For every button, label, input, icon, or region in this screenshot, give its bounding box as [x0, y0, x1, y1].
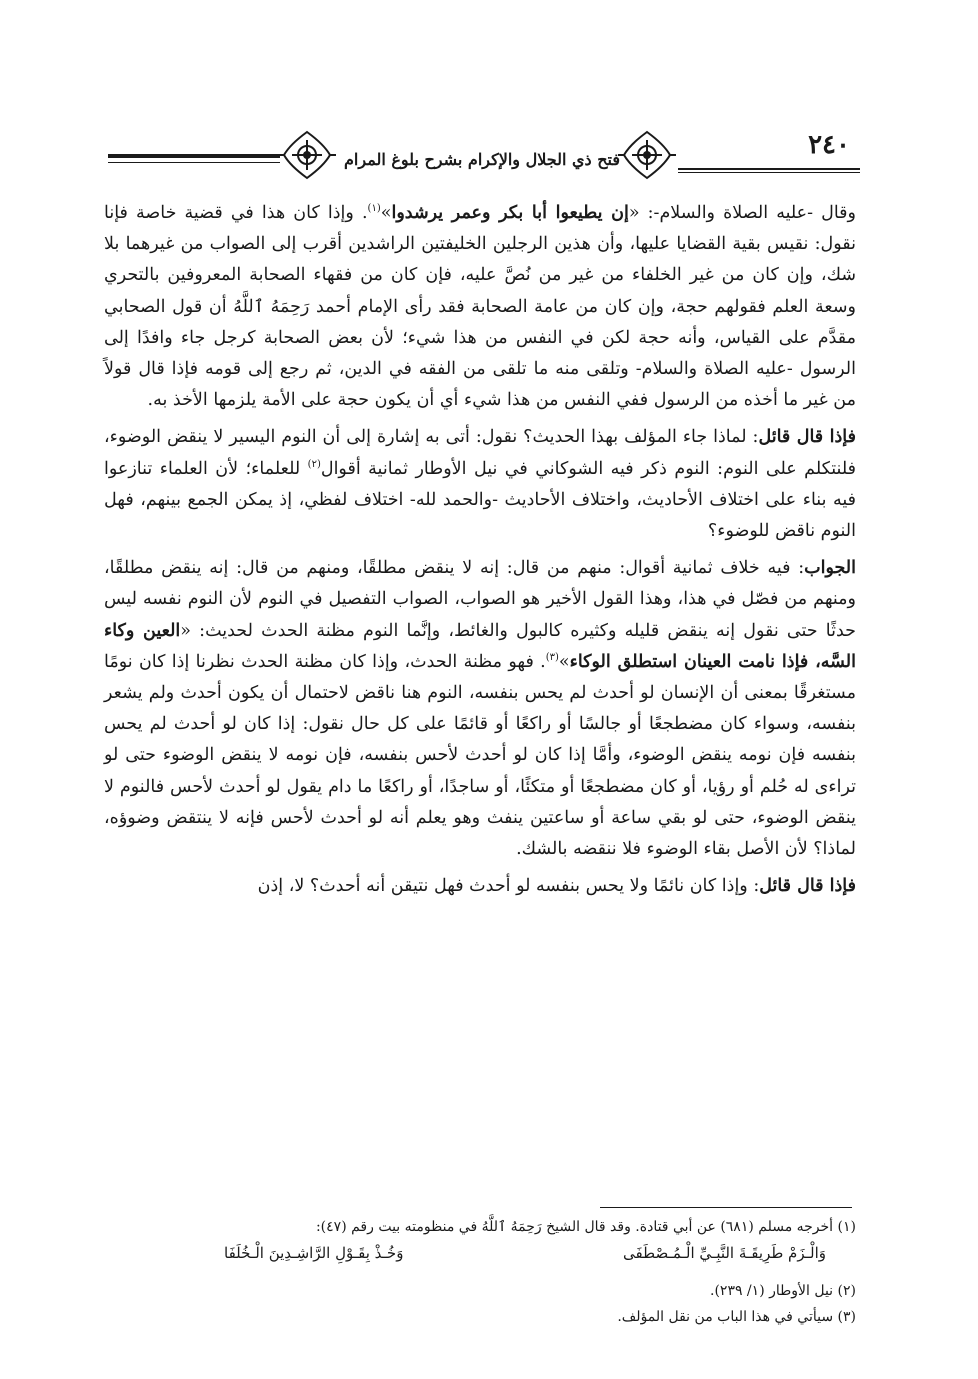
running-header [100, 120, 860, 190]
text-segment: : وإذا كان نائمًا ولا يحس بنفسه لو أحدث فهل نتيقن أنه أحدث؟ لا، إذن [257, 876, 760, 897]
footnote-ref: (١) [367, 203, 381, 215]
verse-first-hemistich: وَالْـزَمْ طَرِيقَـةَ النَّبِـيِّ الْـمُـصْطَفَى [623, 1244, 826, 1262]
book-title: فتح ذي الجلال والإكرام بشرح بلوغ المرام [344, 150, 620, 169]
floral-ornament-icon [618, 126, 676, 184]
text-segment: . فهو مظنة الحدث، وإذا كان مظنة الحدث نظرنا إذا كان نومًا مستغرقًا بمعنى أن الإنسان لو أحدث لم يحس بنفسه، النوم هنا ناقض لاحتمال أن يكون أحدث ولم يشعر بنفسه، وسواء كان مضطجعًا أو جالسًا أو راكعًا أو قائمًا على كل حال نقول: إذا كان لو أحدث لم يحس بنفسه فإن نومه ينقض الوضوء، وأمَّا إذا كان لو أحدث لأحس بنفسه، فإن نومه لا ينقض الوضوء حتى لو تراءى له حُلم أو رؤيا، أو كان مضطجعًا أو متكئًا، أو ساجدًا، أو راكعًا ما دام يقول لو أحدث لأحس فالنوم لا ينقض الوضوء، حتى لو بقي ساعة أو ساعتين ينفث وهو يعلم أنه لو أحدث لأحس فإنه لا ينتقض وضوؤه، لماذا؟ لأن الأصل بقاء الوضوء فلا ننقضه بالشك. [104, 651, 856, 860]
footnote-1: (١) أخرجه مسلم (٦٨١) عن أبي قتادة. وقد قال الشيخ رَحِمَهُ ٱللَّهُ في منظومته بيت رقم (٤٧): [315, 1219, 856, 1235]
header-rule-right-thin [678, 172, 860, 173]
footnote-ref: (٣) [545, 652, 559, 664]
page-number: ٢٤٠ [808, 130, 850, 160]
verse-second-hemistich: وَخُـذْ بِقَـوْلِ الرَّاشِـدِينَ الْـخُلَفَا [224, 1244, 404, 1262]
paragraph [104, 198, 856, 416]
text-segment: : فيه خلاف ثمانية أقوال: منهم من قال: إنه لا ينقض مطلقًا، ومنهم من قال: إنه ينقض مطلقًا، ومنهم من فصّل في هذا، وهذا القول الأخير هو الصواب، الصواب التفصيل في النوم لأن النوم نفسه ليس حدثًا حتى نقول إنه ينقض قليله وكثيره كالبول والغائط، وإنَّما النوم مظنة الحدث لحديث: « [104, 558, 856, 641]
header-rule-right [678, 168, 860, 170]
text-segment: : لماذا جاء المؤلف بهذا الحديث؟ نقول: أتى به إشارة إلى أن النوم اليسير لا ينقض الوضوء، فلنتكلم على النوم: النوم ذكر فيه الشوكاني في نيل الأوطار ثمانية أقوال [104, 427, 856, 479]
header-rule-left-thin [108, 162, 280, 163]
text-segment: . وإذا كان هذا في قضية خاصة فإنا نقول: نقيس بقية القضايا عليها، وأن هذين الرجلين الخليفتين الراشدين أقرب إلى الصواب من غيرهما بلا شك، وإن كان من غير الخلفاء من غير من نُصَّ عليه، فإن كان من فقهاء الصحابة المعروفين بالتحري وسعة العلم فقولهم حجة، وإن كان من عامة الصحابة فقد رأى الإمام أحمد رَحِمَهُ ٱللَّهُ أن قول الصحابي مقدَّم على القياس، وأنه حجة لكن في النفس من هذا شيء؛ لأن بعض الصحابة كرجل جاء وافدًا إلى الرسول -عليه الصلاة والسلام- وتلقى منه ما تلقى من الفقه في الدين، ثم رجع إلى قومه فإذا قال قولاً من غير ما أخذه من الرسول ففي النفس من هذا شيء أي أن يكون حجة على الأمة يلزمها الأخذ به. [104, 203, 856, 411]
paragraph [104, 422, 856, 547]
paragraph [104, 553, 856, 865]
text-segment: للعلماء؛ لأن العلماء تنازعوا فيه بناء على اختلاف الأحاديث، واختلاف الأحاديث -والحمد لله- اختلاف لفظي، إذ يمكن الجمع بينهم، فهل النوم ناقض للوضوء؟ [104, 458, 856, 542]
text-segment: » [380, 203, 392, 223]
footnote-separator [600, 1207, 852, 1208]
hadith-quote: العين وكاء السَّه، فإذا نامت العينان استطلق الوكاء [104, 620, 856, 672]
body-text [104, 198, 856, 908]
question-lead: فإذا قال قائل [759, 876, 856, 897]
floral-ornament-icon [278, 126, 336, 184]
paragraph [104, 871, 856, 902]
footnote-3: (٣) سيأتي في هذا الباب من نقل المؤلف. [617, 1309, 856, 1325]
answer-lead: الجواب [804, 558, 856, 579]
footnote-ref: (٢) [307, 458, 321, 470]
question-lead: فإذا قال قائل [758, 427, 856, 448]
text-segment: » [558, 651, 570, 672]
hadith-quote: إن يطيعوا أبا بكر وعمر يرشدوا [391, 203, 629, 223]
text-segment: وقال -عليه الصلاة والسلام-: « [628, 203, 856, 223]
header-rule-left [108, 154, 280, 158]
poem-verse [104, 1240, 856, 1266]
footnote-2: (٢) نيل الأوطار (١/ ٢٣٩). [710, 1283, 856, 1299]
footnotes [104, 1214, 856, 1330]
